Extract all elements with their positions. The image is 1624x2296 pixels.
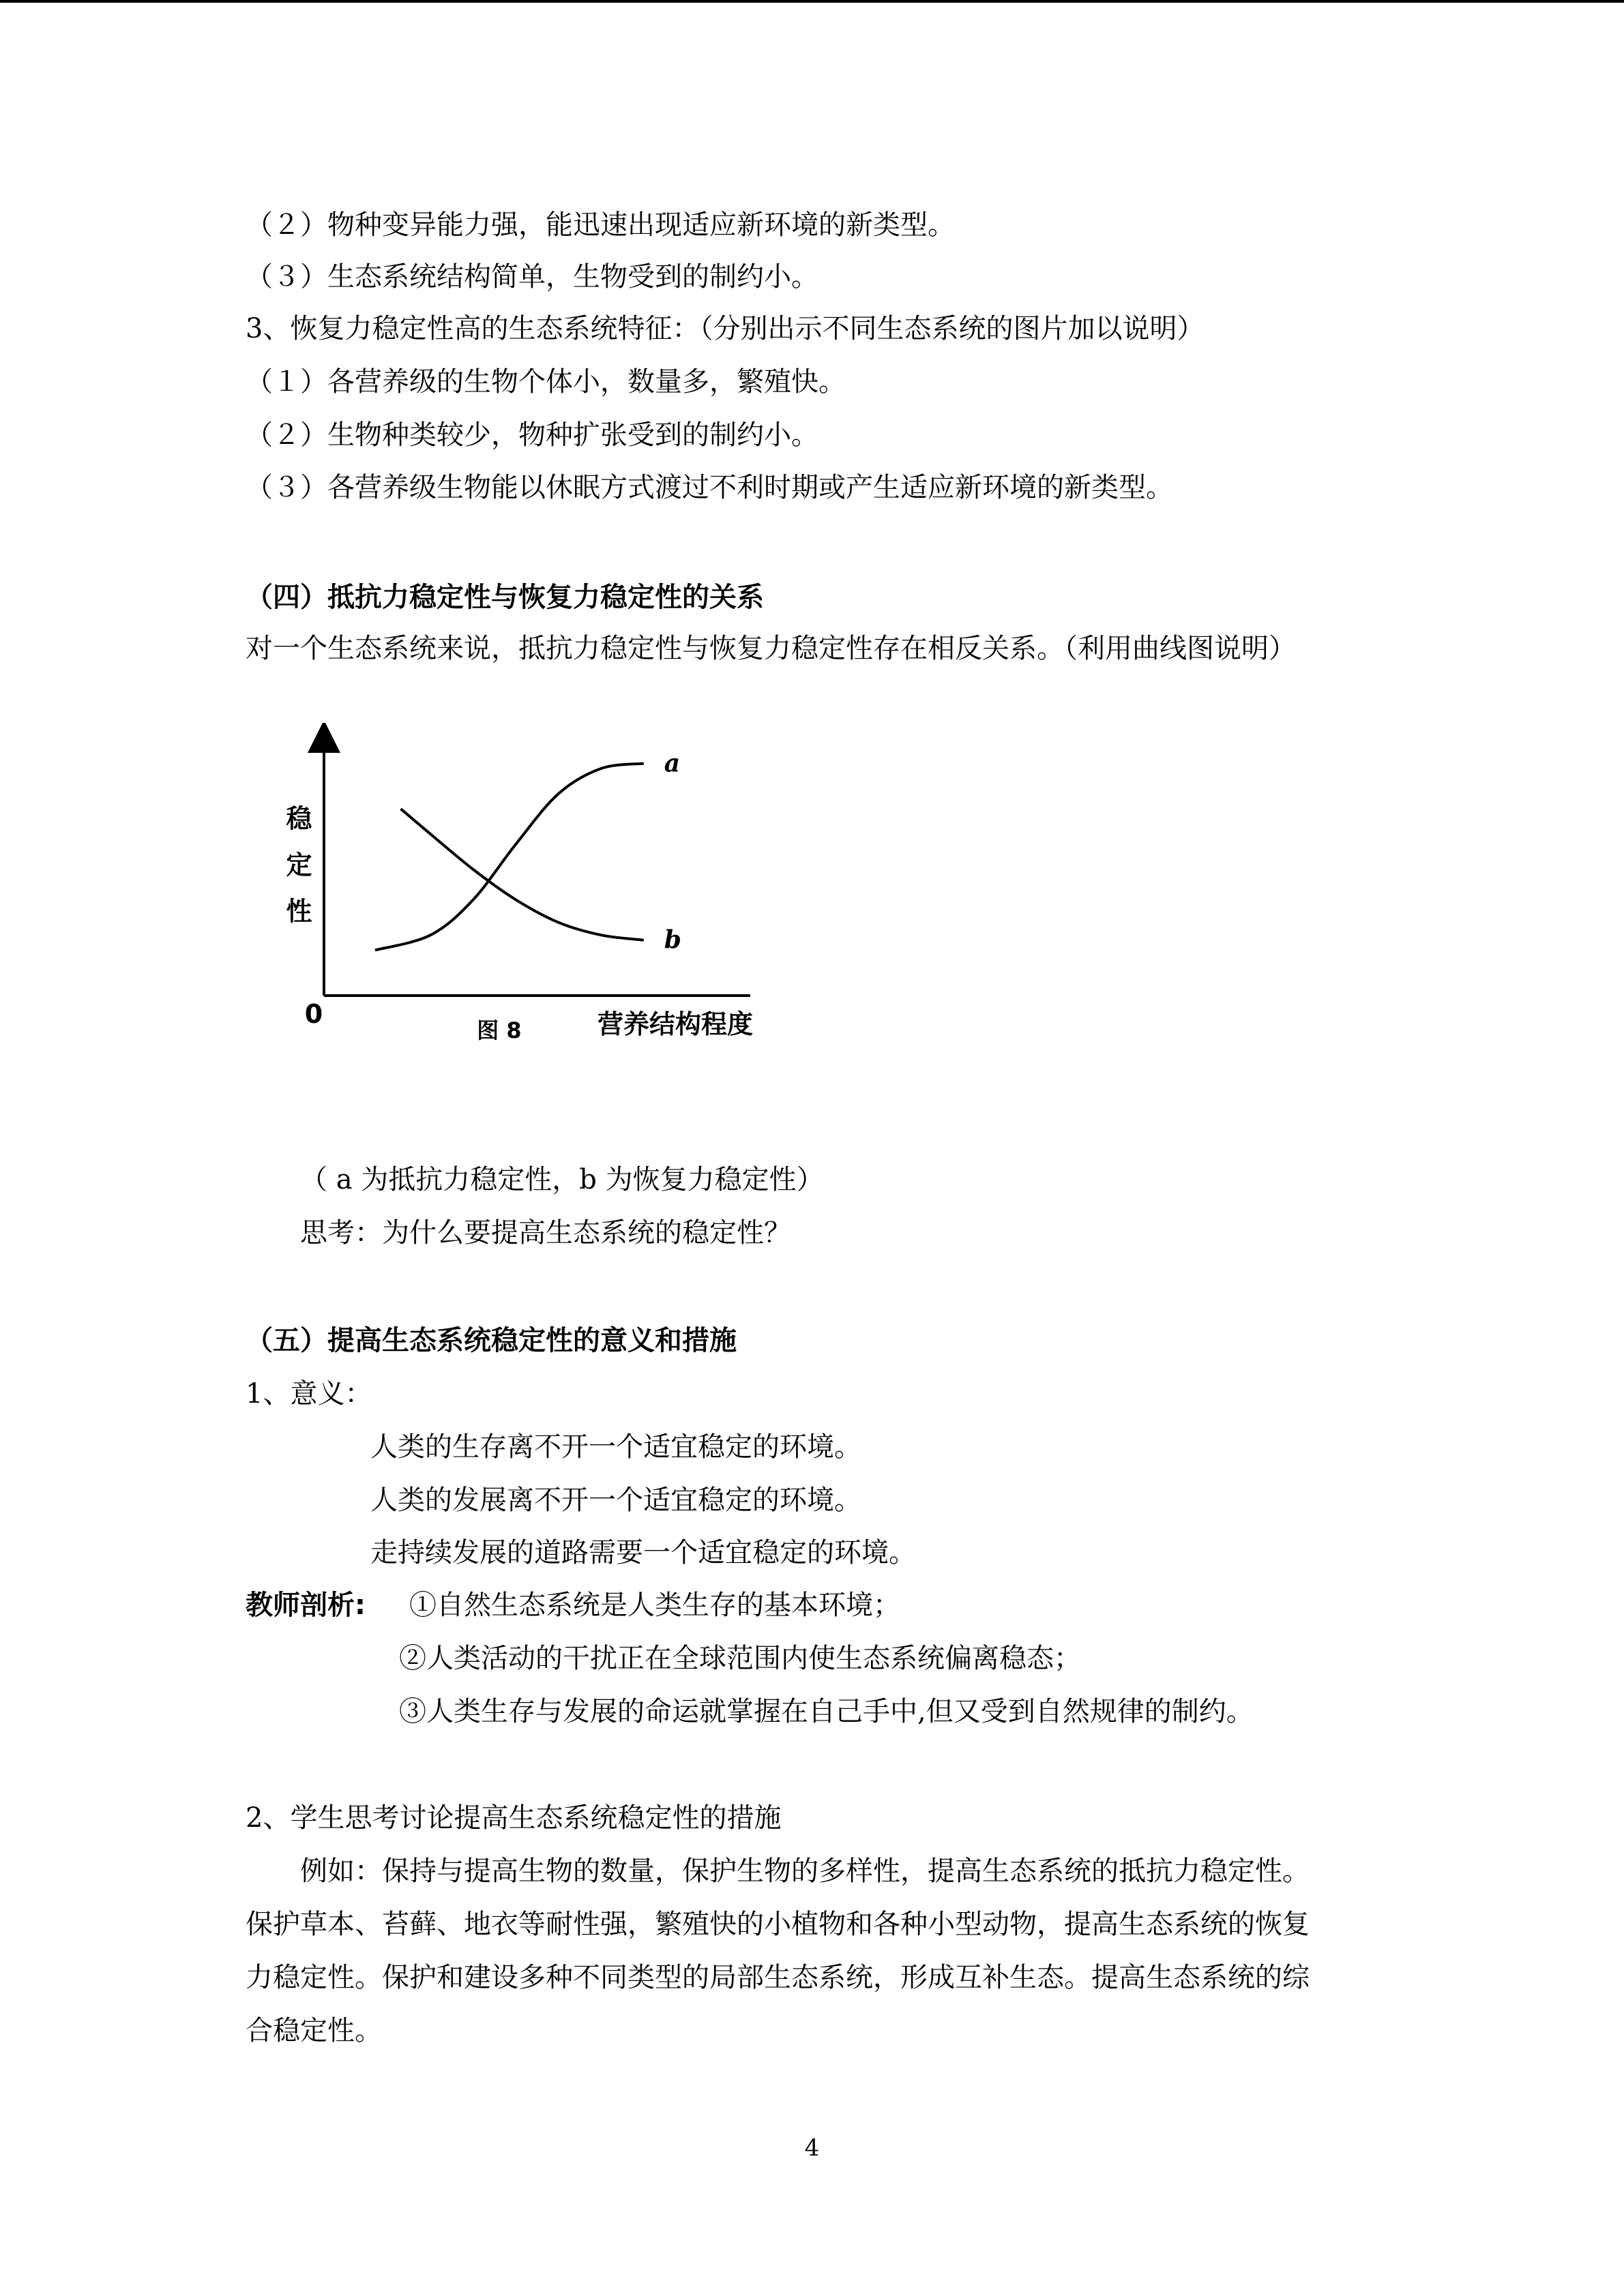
paragraph-line: 合稳定性。 xyxy=(246,2015,382,2046)
text-line: （３）生态系统结构简单，生物受到的制约小。 xyxy=(246,261,818,293)
figure-note: （ a 为抵抗力稳定性，b 为恢复力稳定性） xyxy=(300,1164,824,1195)
list-item: 2、学生思考讨论提高生态系统稳定性的措施 xyxy=(246,1802,782,1834)
teacher-point: ②人类活动的干扰正在全球范围内使生态系统偏离稳态； xyxy=(399,1643,1081,1674)
figure-caption: 图 8 xyxy=(477,1017,522,1043)
text-line: 3、恢复力稳定性高的生态系统特征：（分别出示不同生态系统的图片加以说明） xyxy=(246,313,1205,344)
teacher-label: 教师剖析: xyxy=(246,1590,366,1621)
curve-a xyxy=(375,764,644,951)
paragraph-line: 力稳定性。保护和建设多种不同类型的局部生态系统，形成互补生态。提高生态系统的综 xyxy=(246,1962,1310,1993)
paragraph-line: 例如：保持与提高生物的数量，保护生物的多样性，提高生态系统的抵抗力稳定性。 xyxy=(300,1855,1310,1887)
page-number: 4 xyxy=(804,2134,820,2162)
section-heading: （五）提高生态系统稳定性的意义和措施 xyxy=(246,1325,737,1356)
paragraph-line: 保护草本、苔藓、地衣等耐性强，繁殖快的小植物和各种小型动物，提高生态系统的恢复 xyxy=(246,1909,1310,1940)
text-line: （３）各营养级生物能以休眠方式渡过不利时期或产生适应新环境的新类型。 xyxy=(246,472,1173,503)
curve-b xyxy=(401,809,644,940)
y-axis-label: 稳定性 xyxy=(282,805,312,944)
meaning-line: 走持续发展的道路需要一个适宜稳定的环境。 xyxy=(370,1537,916,1568)
x-axis-label: 营养结构程度 xyxy=(597,1009,754,1039)
curve-b-label: b xyxy=(664,925,681,955)
text-line: （２）生物种类较少，物种扩张受到的制约小。 xyxy=(246,419,818,451)
paragraph: 对一个生态系统来说，抵抗力稳定性与恢复力稳定性存在相反关系。（利用曲线图说明） xyxy=(246,633,1296,664)
origin-label: 0 xyxy=(304,999,323,1029)
curve-a-label: a xyxy=(664,749,681,778)
text-line: （１）各营养级的生物个体小，数量多，繁殖快。 xyxy=(246,366,846,398)
text-line: （２）物种变异能力强，能迅速出现适应新环境的新类型。 xyxy=(246,209,955,241)
top-border xyxy=(0,0,1624,3)
meaning-line: 人类的生存离不开一个适宜稳定的环境。 xyxy=(370,1431,861,1463)
think-question: 思考：为什么要提高生态系统的稳定性？ xyxy=(300,1217,791,1249)
stability-chart xyxy=(259,723,778,1077)
list-item: 1、意义： xyxy=(246,1378,372,1410)
teacher-point: ①自然生态系统是人类生存的基本环境； xyxy=(409,1590,900,1621)
teacher-point: ③人类生存与发展的命运就掌握在自己手中,但又受到自然规律的制约。 xyxy=(399,1696,1254,1727)
section-heading: （四）抵抗力稳定性与恢复力稳定性的关系 xyxy=(246,582,764,613)
meaning-line: 人类的发展离不开一个适宜稳定的环境。 xyxy=(370,1485,861,1516)
